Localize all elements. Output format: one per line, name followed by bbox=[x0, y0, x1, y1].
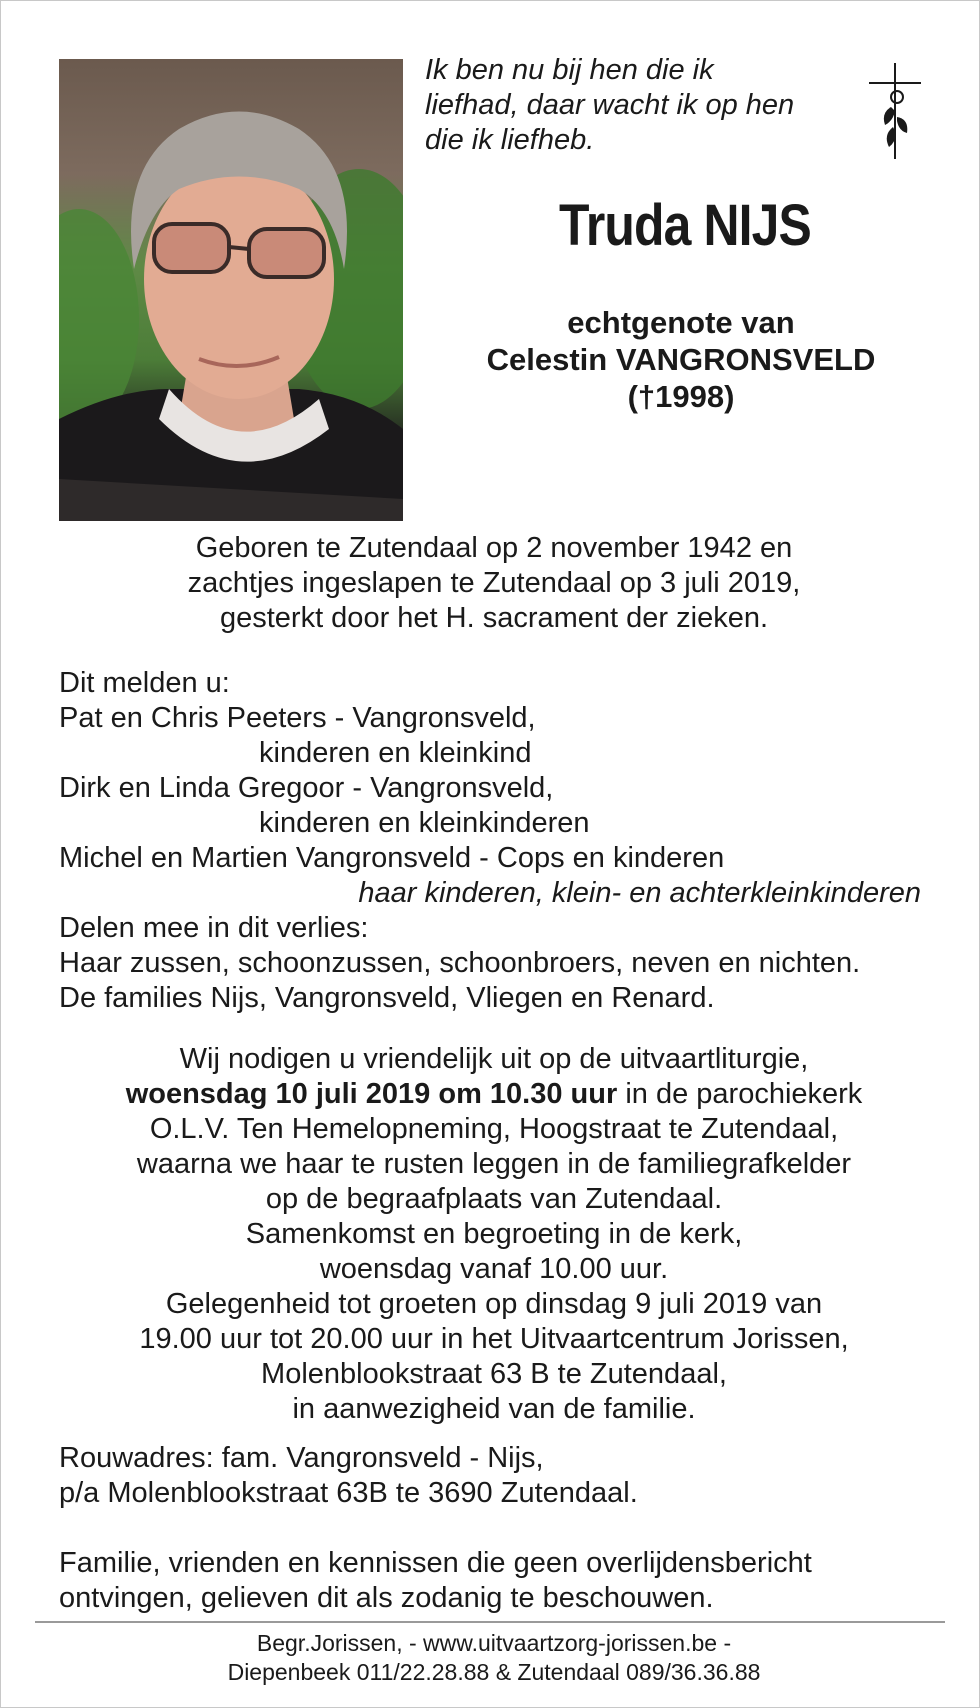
text-fragment: in de parochiekerk bbox=[617, 1078, 863, 1110]
family-line: kinderen en kleinkind bbox=[259, 737, 532, 769]
funeral-date-line bbox=[59, 1077, 929, 1112]
footer-line: Begr.Jorissen, - www.uitvaartzorg-jorissen.be - bbox=[256, 1630, 732, 1656]
cross-rose-icon bbox=[867, 61, 923, 166]
spouse-intro: echtgenote van bbox=[567, 305, 795, 340]
family-line: haar kinderen, klein- en achterkleinkinderen bbox=[358, 877, 921, 909]
spouse-death: (†1998) bbox=[627, 379, 735, 414]
share-intro: Delen mee in dit verlies: bbox=[59, 912, 369, 944]
text-line: Rouwadres: fam. Vangronsveld - Nijs, bbox=[59, 1442, 544, 1474]
quote-line: die ik liefheb. bbox=[425, 124, 595, 156]
announcers-intro: Dit melden u: bbox=[59, 667, 230, 699]
memorial-quote bbox=[425, 53, 815, 158]
portrait-photo bbox=[59, 59, 403, 521]
family-line: Haar zussen, schoonzussen, schoonbroers, neven en nichten. bbox=[59, 947, 861, 979]
spouse-name: Celestin VANGRONSVELD bbox=[486, 342, 876, 377]
text-line: gesterkt door het H. sacrament der zieken. bbox=[219, 602, 769, 634]
footer-line: Diepenbeek 011/22.28.88 & Zutendaal 089/36.36.88 bbox=[227, 1659, 761, 1685]
notice-text bbox=[59, 1546, 929, 1616]
funeral-details bbox=[59, 1042, 929, 1427]
footer-divider bbox=[35, 1621, 945, 1623]
text-line: in aanwezigheid van de familie. bbox=[292, 1393, 696, 1425]
deceased-name: Truda NIJS bbox=[559, 193, 811, 258]
quote-line: Ik ben nu bij hen die ik bbox=[425, 54, 714, 86]
mourning-address bbox=[59, 1441, 929, 1511]
text-line: Wij nodigen u vriendelijk uit op de uitvaartliturgie, bbox=[179, 1043, 809, 1075]
text-line: Gelegenheid tot groeten op dinsdag 9 juli 2019 van bbox=[165, 1288, 823, 1320]
text-line: op de begraafplaats van Zutendaal. bbox=[265, 1183, 723, 1215]
birth-death-details bbox=[59, 531, 929, 636]
quote-line: liefhad, daar wacht ik op hen bbox=[425, 89, 795, 121]
text-line: Familie, vrienden en kennissen die geen overlijdensbericht bbox=[59, 1547, 812, 1579]
text-line: waarna we haar te rusten leggen in de familiegrafkelder bbox=[136, 1148, 852, 1180]
family-line: Dirk en Linda Gregoor - Vangronsveld, bbox=[59, 772, 554, 804]
funeral-home-footer bbox=[59, 1629, 929, 1687]
funeral-date: woensdag 10 juli 2019 om 10.30 uur bbox=[125, 1078, 618, 1110]
text-line: 19.00 uur tot 20.00 uur in het Uitvaartcentrum Jorissen, bbox=[139, 1323, 849, 1355]
text-line: woensdag vanaf 10.00 uur. bbox=[319, 1253, 669, 1285]
text-line: Geboren te Zutendaal op 2 november 1942 en bbox=[195, 532, 793, 564]
family-line: Pat en Chris Peeters - Vangronsveld, bbox=[59, 702, 536, 734]
text-line: Molenblookstraat 63 B te Zutendaal, bbox=[261, 1358, 727, 1390]
text-line: p/a Molenblookstraat 63B te 3690 Zutendaal. bbox=[59, 1477, 638, 1509]
text-line: O.L.V. Ten Hemelopneming, Hoogstraat te Zutendaal, bbox=[149, 1113, 839, 1145]
spouse-info bbox=[421, 304, 941, 415]
family-announcement bbox=[59, 666, 929, 1016]
text-line: ontvingen, gelieven dit als zodanig te beschouwen. bbox=[59, 1582, 714, 1614]
text-line: zachtjes ingeslapen te Zutendaal op 3 juli 2019, bbox=[187, 567, 801, 599]
text-line: Samenkomst en begroeting in de kerk, bbox=[245, 1218, 743, 1250]
family-line: kinderen en kleinkinderen bbox=[259, 807, 590, 839]
family-line: Michel en Martien Vangronsveld - Cops en kinderen bbox=[59, 842, 725, 874]
family-line: De families Nijs, Vangronsveld, Vliegen en Renard. bbox=[59, 982, 715, 1014]
